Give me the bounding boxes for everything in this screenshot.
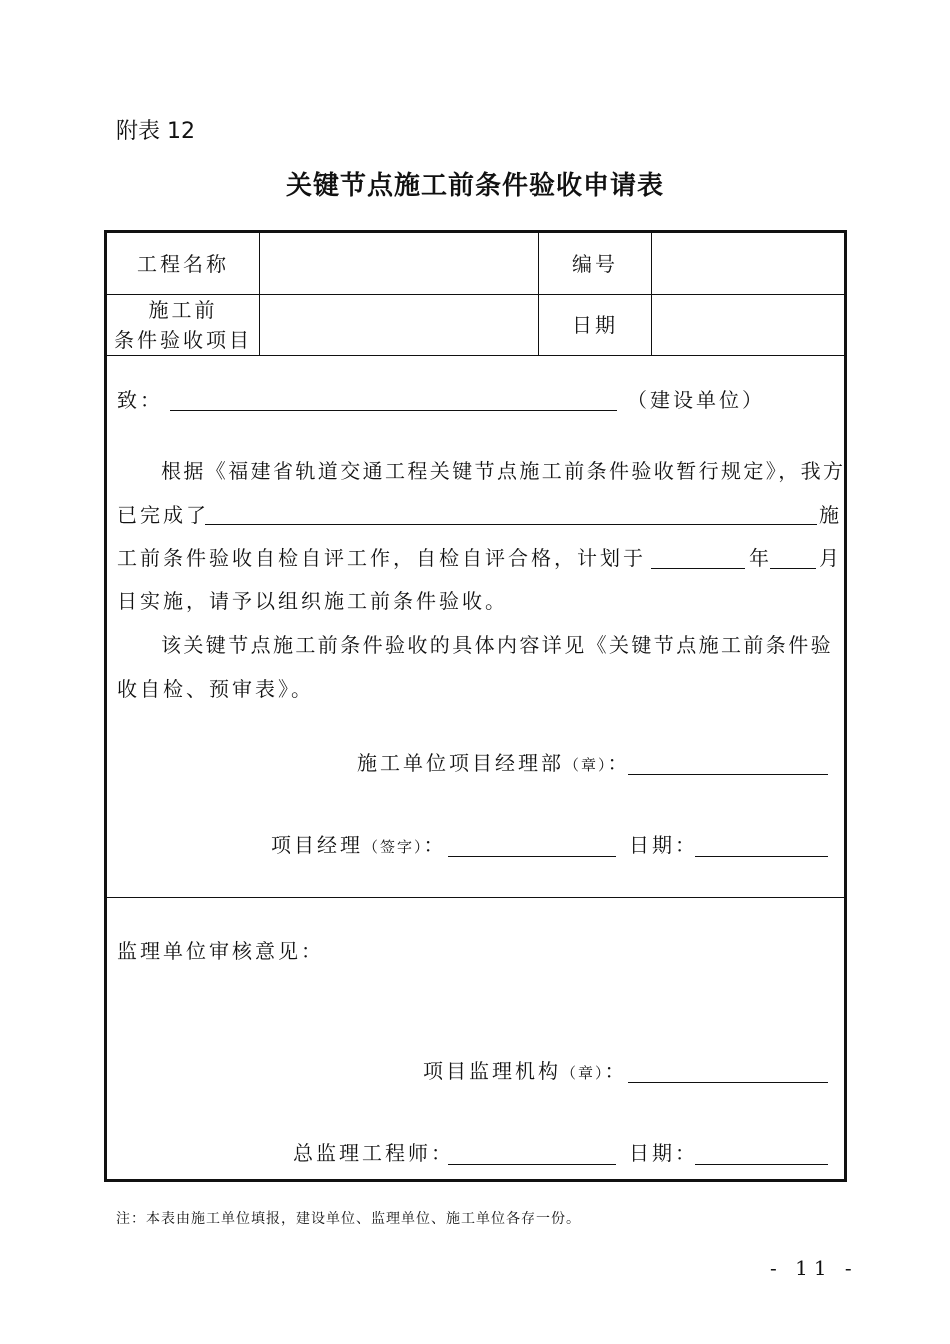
- appendix-label: 附表 12: [116, 119, 195, 144]
- date-label: 日期: [572, 313, 618, 337]
- project-manager-underline[interactable]: [448, 856, 616, 857]
- acceptance-item-field[interactable]: [260, 295, 538, 355]
- supervision-date-underline[interactable]: [695, 1164, 828, 1165]
- supervision-org-label: [423, 1055, 628, 1084]
- number-label: 编号: [572, 251, 618, 276]
- completed-work-underline[interactable]: [205, 524, 817, 525]
- paragraph1-line2: 已完成了: [117, 503, 209, 527]
- date-field[interactable]: [652, 295, 844, 355]
- application-form: [104, 230, 847, 1182]
- paragraph2-line2: 收自检、预审表》。: [117, 677, 314, 701]
- seal-note: （章）: [561, 1064, 605, 1082]
- seal-note: （章）: [564, 756, 608, 774]
- dept-seal-underline[interactable]: [628, 774, 828, 775]
- colon: ：: [604, 1059, 628, 1083]
- to-underline[interactable]: [170, 410, 617, 411]
- supervision-opinion-label: 监理单位审核意见：: [117, 939, 324, 963]
- month-underline[interactable]: [770, 568, 816, 569]
- to-label: 致：: [117, 388, 163, 412]
- paragraph1-line3: 工前条件验收自检自评工作，自检自评合格，计划于: [117, 546, 646, 570]
- project-manager-label: [271, 829, 447, 858]
- section-divider: [107, 897, 844, 898]
- paragraph1-line2-end: 施: [819, 503, 842, 527]
- page-number: - 11 -: [770, 1256, 858, 1280]
- month-label: 月: [819, 546, 842, 570]
- year-underline[interactable]: [651, 568, 745, 569]
- supervision-org-text: 项目监理机构: [423, 1059, 561, 1083]
- colon: ：: [607, 751, 631, 775]
- application-date-label: 日期：: [629, 833, 698, 857]
- colon: ：: [423, 833, 447, 857]
- paragraph1-line4: 日实施，请予以组织施工前条件验收。: [117, 589, 508, 613]
- year-label: 年: [749, 546, 772, 570]
- paragraph1-line1: 根据《福建省轨道交通工程关键节点施工前条件验收暂行规定》，我方: [161, 459, 846, 483]
- number-field[interactable]: [652, 233, 844, 294]
- signature-note: （签字）: [363, 838, 424, 856]
- construction-dept-text: 施工单位项目经理部: [357, 751, 564, 775]
- chief-supervisor-label: 总监理工程师：: [293, 1141, 454, 1165]
- application-date-underline[interactable]: [695, 856, 828, 857]
- to-suffix: （建设单位）: [627, 388, 765, 412]
- supervision-date-label: 日期：: [629, 1141, 698, 1165]
- footnote: 注：本表由施工单位填报，建设单位、监理单位、施工单位各存一份。: [116, 1211, 581, 1227]
- acceptance-item-label-line2: 条件验收项目: [114, 328, 252, 352]
- row-divider: [107, 355, 844, 356]
- acceptance-item-label: [107, 295, 259, 355]
- project-name-field[interactable]: [260, 233, 538, 294]
- acceptance-item-label-line1: 施工前: [148, 298, 218, 322]
- project-manager-text: 项目经理: [271, 833, 363, 857]
- supervision-seal-underline[interactable]: [628, 1082, 828, 1083]
- construction-dept-label: [357, 747, 631, 776]
- chief-supervisor-underline[interactable]: [448, 1164, 616, 1165]
- form-title: 关键节点施工前条件验收申请表: [285, 171, 664, 201]
- project-name-label: 工程名称: [137, 251, 229, 276]
- paragraph2-line1: 该关键节点施工前条件验收的具体内容详见《关键节点施工前条件验: [161, 633, 833, 657]
